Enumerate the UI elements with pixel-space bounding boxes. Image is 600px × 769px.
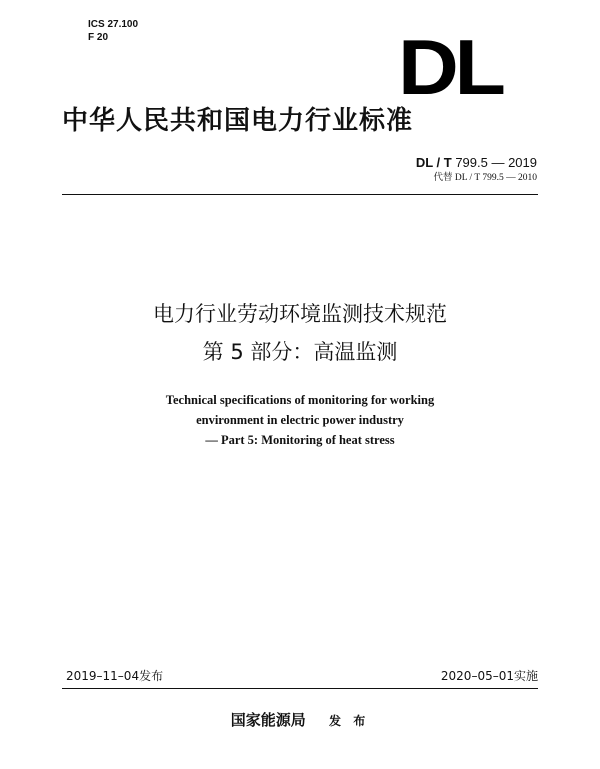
- ics-code: ICS 27.100: [88, 19, 139, 30]
- standard-prefix: DL / T: [415, 155, 452, 170]
- classification-codes: [88, 18, 138, 44]
- top-divider: [62, 194, 538, 195]
- issuer-action: 发 布: [329, 714, 370, 728]
- standard-type-title: 中华人民共和国电力行业标准: [62, 106, 414, 136]
- bottom-divider: [62, 688, 538, 689]
- title-en-line-1: Technical specifications of monitoring for working: [165, 393, 435, 407]
- standard-number-value: 799.5 — 2019: [455, 155, 537, 170]
- title-cn-line-1: 电力行业劳动环境监测技术规范: [153, 302, 447, 326]
- standard-number: [416, 155, 537, 171]
- dl-logo: DL: [398, 23, 502, 111]
- ccs-code: F 20: [88, 32, 109, 43]
- title-en-line-3: — Part 5: Monitoring of heat stress: [205, 433, 395, 447]
- title-cn-line-2: 第 5 部分：高温监测: [202, 340, 398, 364]
- title-en-line-2: environment in electric power industry: [196, 413, 404, 427]
- issuer-name: 国家能源局: [230, 711, 306, 729]
- implementation-date: 2020–05–01实施: [440, 669, 538, 683]
- issue-date: 2019–11–04发布: [66, 669, 164, 683]
- title-en: [0, 390, 600, 450]
- replaces-note: 代替 DL / T 799.5 — 2010: [433, 173, 537, 183]
- issuer: [0, 710, 600, 731]
